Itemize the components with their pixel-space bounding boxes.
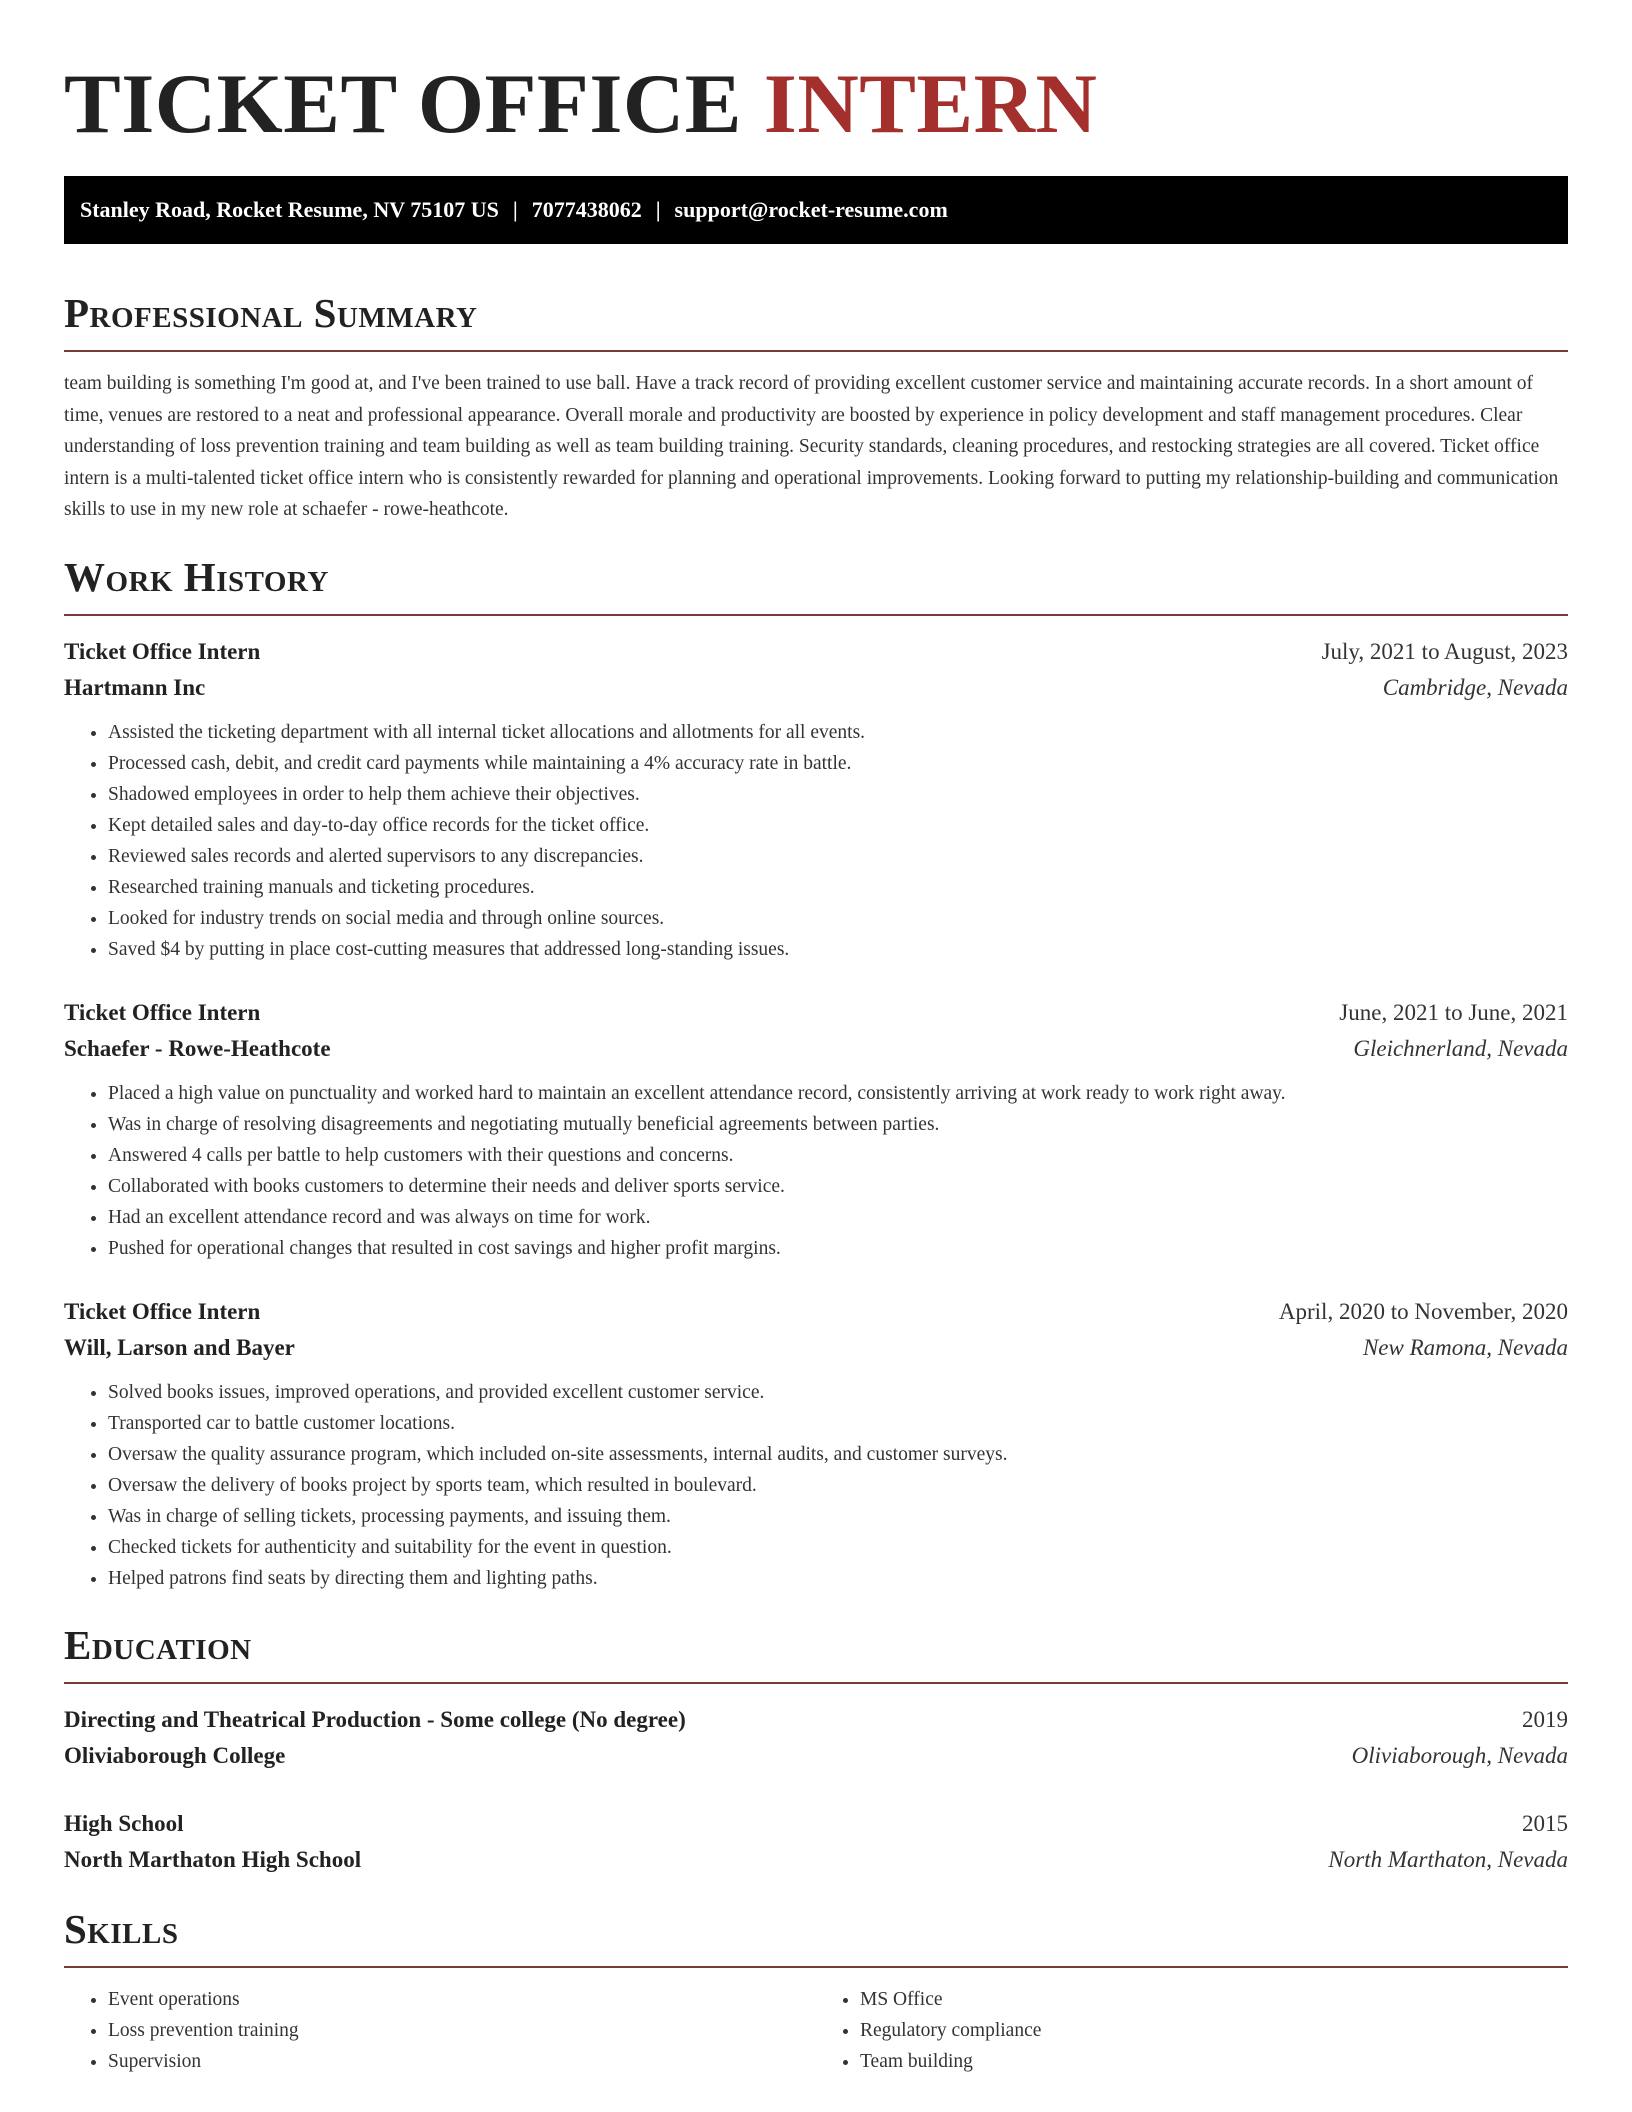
job-bullet: • Reviewed sales records and alerted supervisors to any discrepancies. <box>108 841 1568 872</box>
job-location: Cambridge, Nevada <box>1382 674 1568 700</box>
job-entry <box>64 634 1568 965</box>
job-bullet: • Collaborated with books customers to determine their needs and deliver sports service. <box>108 1171 1568 1202</box>
resume-title <box>64 56 1568 152</box>
job-bullet: • Researched training manuals and ticketing procedures. <box>108 872 1568 903</box>
skills-columns <box>64 1984 1568 2077</box>
job-bullet: • Helped patrons find seats by directing them and lighting paths. <box>108 1563 1568 1594</box>
job-bullet: • Had an excellent attendance record and was always on time for work. <box>108 1202 1568 1233</box>
job-entry <box>64 1294 1568 1594</box>
job-title: Ticket Office Intern <box>64 638 261 664</box>
skill-item: • Supervision <box>108 2046 816 2077</box>
skills-list-right <box>816 1984 1568 2077</box>
job-entry <box>64 995 1568 1264</box>
job-dates: July, 2021 to August, 2023 <box>1321 638 1568 664</box>
job-bullet: • Oversaw the delivery of books project by sports team, which resulted in boulevard. <box>108 1470 1568 1501</box>
contact-separator: | <box>655 197 661 222</box>
job-company: Hartmann Inc <box>64 674 206 700</box>
section-divider <box>64 614 1568 616</box>
job-bullet: • Pushed for operational changes that resulted in cost savings and higher profit margins. <box>108 1233 1568 1264</box>
job-bullet: • Was in charge of selling tickets, processing payments, and issuing them. <box>108 1501 1568 1532</box>
contact-bar <box>64 176 1568 244</box>
skill-item: • Regulatory compliance <box>860 2015 1568 2046</box>
job-bullets <box>64 717 1568 965</box>
education-school-row <box>64 1738 1568 1774</box>
job-company-row <box>64 1031 1568 1067</box>
job-bullet: • Shadowed employees in order to help them achieve their objectives. <box>108 779 1568 810</box>
skill-item: • Team building <box>860 2046 1568 2077</box>
education-location: Oliviaborough, Nevada <box>1351 1742 1568 1768</box>
education-school: Oliviaborough College <box>64 1742 286 1768</box>
job-company-row <box>64 1330 1568 1366</box>
education-year: 2015 <box>1522 1810 1568 1836</box>
education-degree: High School <box>64 1810 184 1836</box>
education-heading: Education <box>64 1621 252 1668</box>
job-title: Ticket Office Intern <box>64 1298 261 1324</box>
education-entry <box>64 1806 1568 1878</box>
work-history-heading: Work History <box>64 553 329 600</box>
job-title: Ticket Office Intern <box>64 999 261 1025</box>
section-divider <box>64 1682 1568 1684</box>
education-degree-row <box>64 1702 1568 1738</box>
job-bullet: • Solved books issues, improved operations, and provided excellent customer service. <box>108 1377 1568 1408</box>
work-history-section <box>64 554 1568 1594</box>
skill-item: • Event operations <box>108 1984 816 2015</box>
education-degree-row <box>64 1806 1568 1842</box>
job-bullet: • Answered 4 calls per battle to help customers with their questions and concerns. <box>108 1140 1568 1171</box>
skills-list-left <box>64 1984 816 2077</box>
job-bullet: • Kept detailed sales and day-to-day office records for the ticket office. <box>108 810 1568 841</box>
education-school: North Marthaton High School <box>64 1846 362 1872</box>
education-location: North Marthaton, Nevada <box>1328 1846 1568 1872</box>
job-bullet: • Assisted the ticketing department with all internal ticket allocations and allotments for all events. <box>108 717 1568 748</box>
contact-separator: | <box>512 197 518 222</box>
job-header-row <box>64 634 1568 670</box>
job-dates: April, 2020 to November, 2020 <box>1278 1298 1568 1324</box>
job-location: Gleichnerland, Nevada <box>1353 1035 1568 1061</box>
job-bullet: • Placed a high value on punctuality and worked hard to maintain an excellent attendance record, consistently arriving at work ready to work right away. <box>108 1078 1568 1109</box>
education-degree: Directing and Theatrical Production - Some college (No degree) <box>64 1706 686 1732</box>
education-year: 2019 <box>1522 1706 1568 1732</box>
job-company: Schaefer - Rowe-Heathcote <box>64 1035 331 1061</box>
job-bullets <box>64 1377 1568 1594</box>
job-dates: June, 2021 to June, 2021 <box>1339 999 1568 1025</box>
contact-phone: 7077438062 <box>531 197 642 222</box>
job-bullets <box>64 1078 1568 1264</box>
section-divider <box>64 350 1568 352</box>
summary-heading: Professional Summary <box>64 290 478 336</box>
job-bullet: • Processed cash, debit, and credit card payments while maintaining a 4% accuracy rate in battle. <box>108 748 1568 779</box>
education-section <box>64 1622 1568 1878</box>
job-bullet: • Checked tickets for authenticity and suitability for the event in question. <box>108 1532 1568 1563</box>
job-bullet: • Transported car to battle customer locations. <box>108 1408 1568 1439</box>
job-bullet: • Saved $4 by putting in place cost-cutting measures that addressed long-standing issues. <box>108 934 1568 965</box>
job-company: Will, Larson and Bayer <box>64 1334 295 1360</box>
job-company-row <box>64 670 1568 706</box>
skill-item: • MS Office <box>860 1984 1568 2015</box>
job-header-row <box>64 995 1568 1031</box>
title-main: TICKET OFFICE <box>64 57 742 151</box>
section-divider <box>64 1966 1568 1968</box>
skills-heading: Skills <box>64 1905 179 1952</box>
summary-section <box>64 290 1568 526</box>
skills-section <box>64 1906 1568 2077</box>
education-entry <box>64 1702 1568 1774</box>
job-location: New Ramona, Nevada <box>1362 1334 1568 1360</box>
job-bullet: • Oversaw the quality assurance program, which included on-site assessments, internal audits, and customer surveys. <box>108 1439 1568 1470</box>
contact-email: support@rocket-resume.com <box>674 197 948 222</box>
summary-text: team building is something I'm good at, and I've been trained to use ball. Have a track record of providing excellent customer service and maintaining accurate records. In a short amount of time, venues are restored to a neat and professional appearance. Overall morale and productivity are boosted by experience in policy development and staff management procedures. Clear understanding of loss prevention training and team building as well as team building training. Security standards, cleaning procedures, and restocking strategies are all covered. Ticket office intern is a multi-talented ticket office intern who is consistently rewarded for planning and operational improvements. Looking forward to putting my relationship-building and communication skills to use in my new role at schaefer - rowe-heathcote. <box>64 373 1559 520</box>
job-header-row <box>64 1294 1568 1330</box>
title-accent: INTERN <box>763 57 1098 151</box>
education-school-row <box>64 1842 1568 1878</box>
skill-item: • Loss prevention training <box>108 2015 816 2046</box>
contact-address: Stanley Road, Rocket Resume, NV 75107 US <box>80 197 499 222</box>
job-bullet: • Was in charge of resolving disagreements and negotiating mutually beneficial agreements between parties. <box>108 1109 1568 1140</box>
job-bullet: • Looked for industry trends on social media and through online sources. <box>108 903 1568 934</box>
